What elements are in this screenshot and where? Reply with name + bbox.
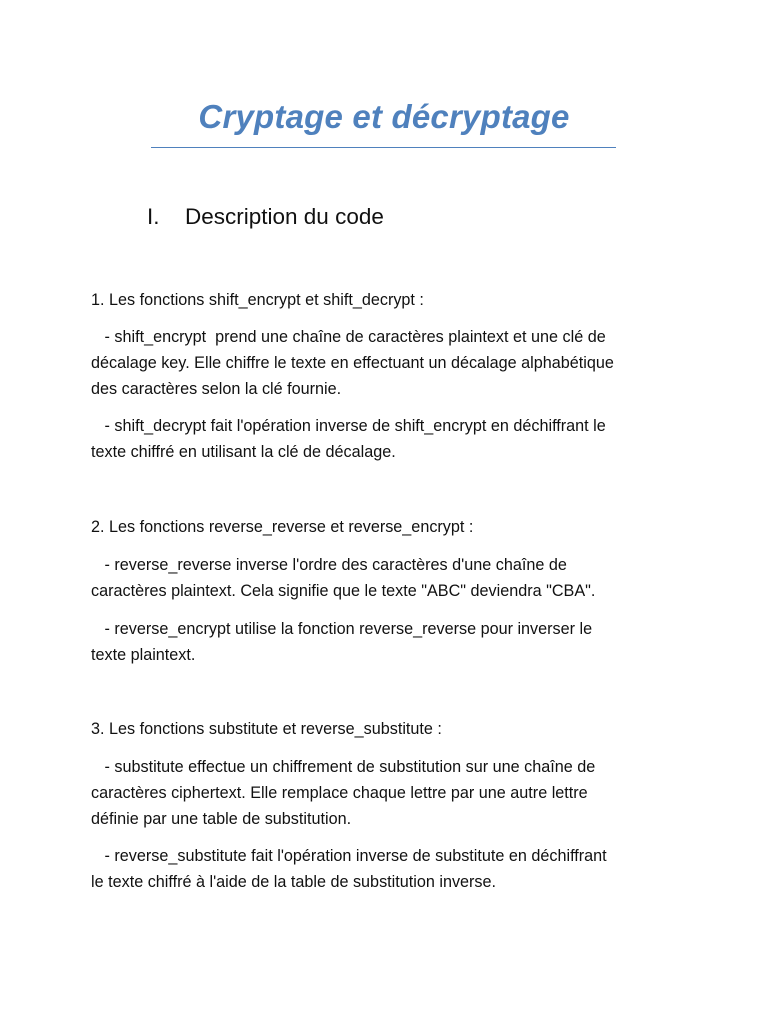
section-heading [147,204,384,230]
item-3-p1-line-3: définie par une table de substitution. [91,810,352,828]
item-1-p2-line-2: texte chiffré en utilisant la clé de décalage. [91,443,396,461]
item-3-paragraph-2 [91,843,681,895]
item-1-heading: 1. Les fonctions shift_encrypt et shift_decrypt : [91,291,424,309]
item-2-p1-line-2: caractères plaintext. Cela signifie que le texte "ABC" deviendra "CBA". [91,582,596,600]
item-1-p2-line-1: - shift_decrypt fait l'opération inverse de shift_encrypt en déchiffrant le [91,417,606,435]
item-1-p1-line-2: décalage key. Elle chiffre le texte en effectuant un décalage alphabétique [91,354,614,372]
item-2-paragraph-1 [91,552,681,604]
item-2-p1-line-1: - reverse_reverse inverse l'ordre des caractères d'une chaîne de [91,556,567,574]
item-3-p1-line-2: caractères ciphertext. Elle remplace chaque lettre par une autre lettre [91,784,588,802]
item-3-heading: 3. Les fonctions substitute et reverse_substitute : [91,720,442,738]
item-1-p1-line-1: - shift_encrypt prend une chaîne de caractères plaintext et une clé de [91,328,606,346]
section-number: I. [147,204,160,229]
item-2-heading: 2. Les fonctions reverse_reverse et reverse_encrypt : [91,518,474,536]
item-2-p2-line-2: texte plaintext. [91,646,196,664]
item-1-paragraph-1 [91,324,681,402]
item-1-paragraph-2 [91,413,681,465]
section-label: Description du code [185,204,384,229]
item-3-p1-line-1: - substitute effectue un chiffrement de substitution sur une chaîne de [91,758,596,776]
document-title: Cryptage et décryptage [198,98,570,135]
item-3-p2-line-1: - reverse_substitute fait l'opération inverse de substitute en déchiffrant [91,847,607,865]
item-2-paragraph-2 [91,616,681,668]
item-2-p2-line-1: - reverse_encrypt utilise la fonction reverse_reverse pour inverser le [91,620,593,638]
item-3-p2-line-2: le texte chiffré à l'aide de la table de substitution inverse. [91,873,497,891]
item-1-p1-line-3: des caractères selon la clé fournie. [91,380,342,398]
item-3-paragraph-1 [91,754,681,832]
title-underline [151,147,616,148]
